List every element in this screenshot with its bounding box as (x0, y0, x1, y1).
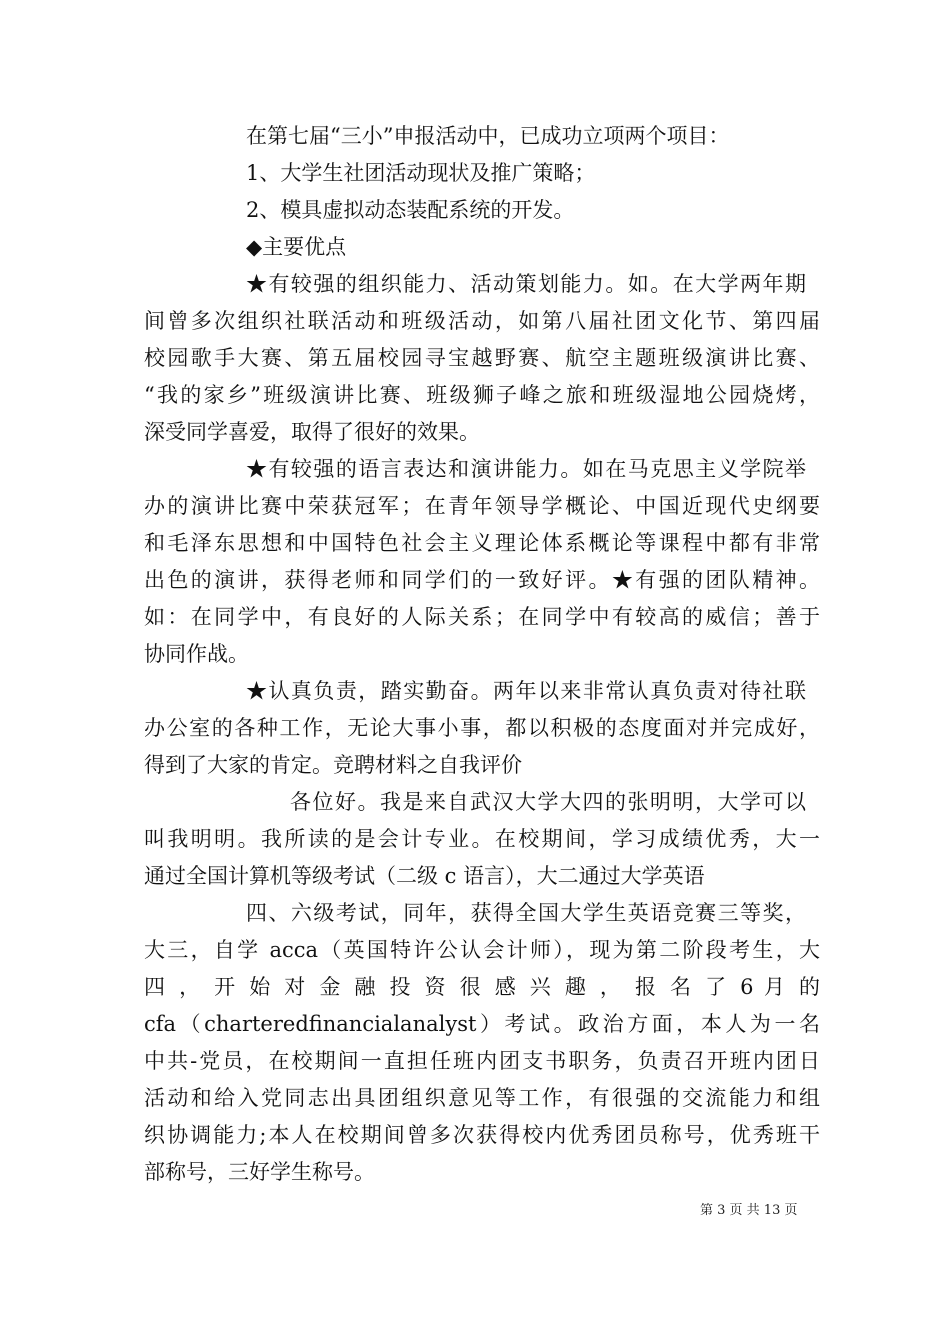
paragraph-line: 中共-党员，在校期间一直担任班内团支书职务，负责召开班内团日 (144, 1049, 820, 1073)
paragraph-line: 办公室的各种工作，无论大事小事，都以积极的态度面对并完成好， (144, 716, 820, 740)
paragraph-line: ★有较强的语言表达和演讲能力。如在马克思主义学院举 (246, 457, 806, 481)
paragraph-line: 织协调能力;本人在校期间曾多次获得校内优秀团员称号，优秀班干 (144, 1123, 820, 1147)
paragraph-line: 部称号，三好学生称号。 (144, 1160, 375, 1184)
paragraph-line: 得到了大家的肯定。竞聘材料之自我评价 (144, 753, 522, 777)
paragraph-line: 间曾多次组织社联活动和班级活动，如第八届社团文化节、第四届 (144, 309, 820, 333)
paragraph-line: 校园歌手大赛、第五届校园寻宝越野赛、航空主题班级演讲比赛、 (144, 346, 820, 370)
paragraph-line: ★认真负责，踏实勤奋。两年以来非常认真负责对待社联 (246, 679, 806, 703)
paragraph-line: 协同作战。 (144, 642, 249, 666)
paragraph-line: 办的演讲比赛中荣获冠军；在青年领导学概论、中国近现代史纲要 (144, 494, 820, 518)
paragraph-line: 出色的演讲，获得老师和同学们的一致好评。★有强的团队精神。 (144, 568, 820, 592)
paragraph-line: 活动和给入党同志出具团组织意见等工作，有很强的交流能力和组 (144, 1086, 820, 1110)
paragraph-line: 深受同学喜爱，取得了很好的效果。 (144, 420, 480, 444)
paragraph-line: cfa（charteredfinancialanalyst）考试。政治方面，本人为一名 (144, 1012, 820, 1036)
paragraph-line: 在第七届“三小”申报活动中，已成功立项两个项目： (246, 124, 730, 148)
paragraph-line: 如：在同学中，有良好的人际关系；在同学中有较高的威信；善于 (144, 605, 820, 629)
paragraph-line: 通过全国计算机等级考试（二级 c 语言），大二通过大学英语 (144, 864, 705, 888)
paragraph-line: “我的家乡”班级演讲比赛、班级狮子峰之旅和班级湿地公园烧烤， (144, 383, 820, 407)
paragraph-line: 和毛泽东思想和中国特色社会主义理论体系概论等课程中都有非常 (144, 531, 820, 555)
paragraph-line: 四 ， 开 始 对 金 融 投 资 很 感 兴 趣 ， 报 名 了 6 月 的 (144, 975, 820, 999)
paragraph-line: 大三，自学 acca（英国特许公认会计师），现为第二阶段考生，大 (144, 938, 820, 962)
paragraph-line: 四、六级考试，同年，获得全国大学生英语竞赛三等奖， (246, 901, 806, 925)
section-heading: ◆主要优点 (246, 235, 347, 259)
paragraph-line: 2、模具虚拟动态装配系统的开发。 (246, 198, 575, 222)
paragraph-line: ★有较强的组织能力、活动策划能力。如。在大学两年期 (246, 272, 806, 296)
paragraph-line: 叫我明明。我所读的是会计专业。在校期间，学习成绩优秀，大一 (144, 827, 820, 851)
paragraph-line: 各位好。我是来自武汉大学大四的张明明，大学可以 (290, 790, 806, 814)
paragraph-line: 1、大学生社团活动现状及推广策略； (246, 161, 596, 185)
page-number: 第 3 页 共 13 页 (700, 1203, 798, 1218)
